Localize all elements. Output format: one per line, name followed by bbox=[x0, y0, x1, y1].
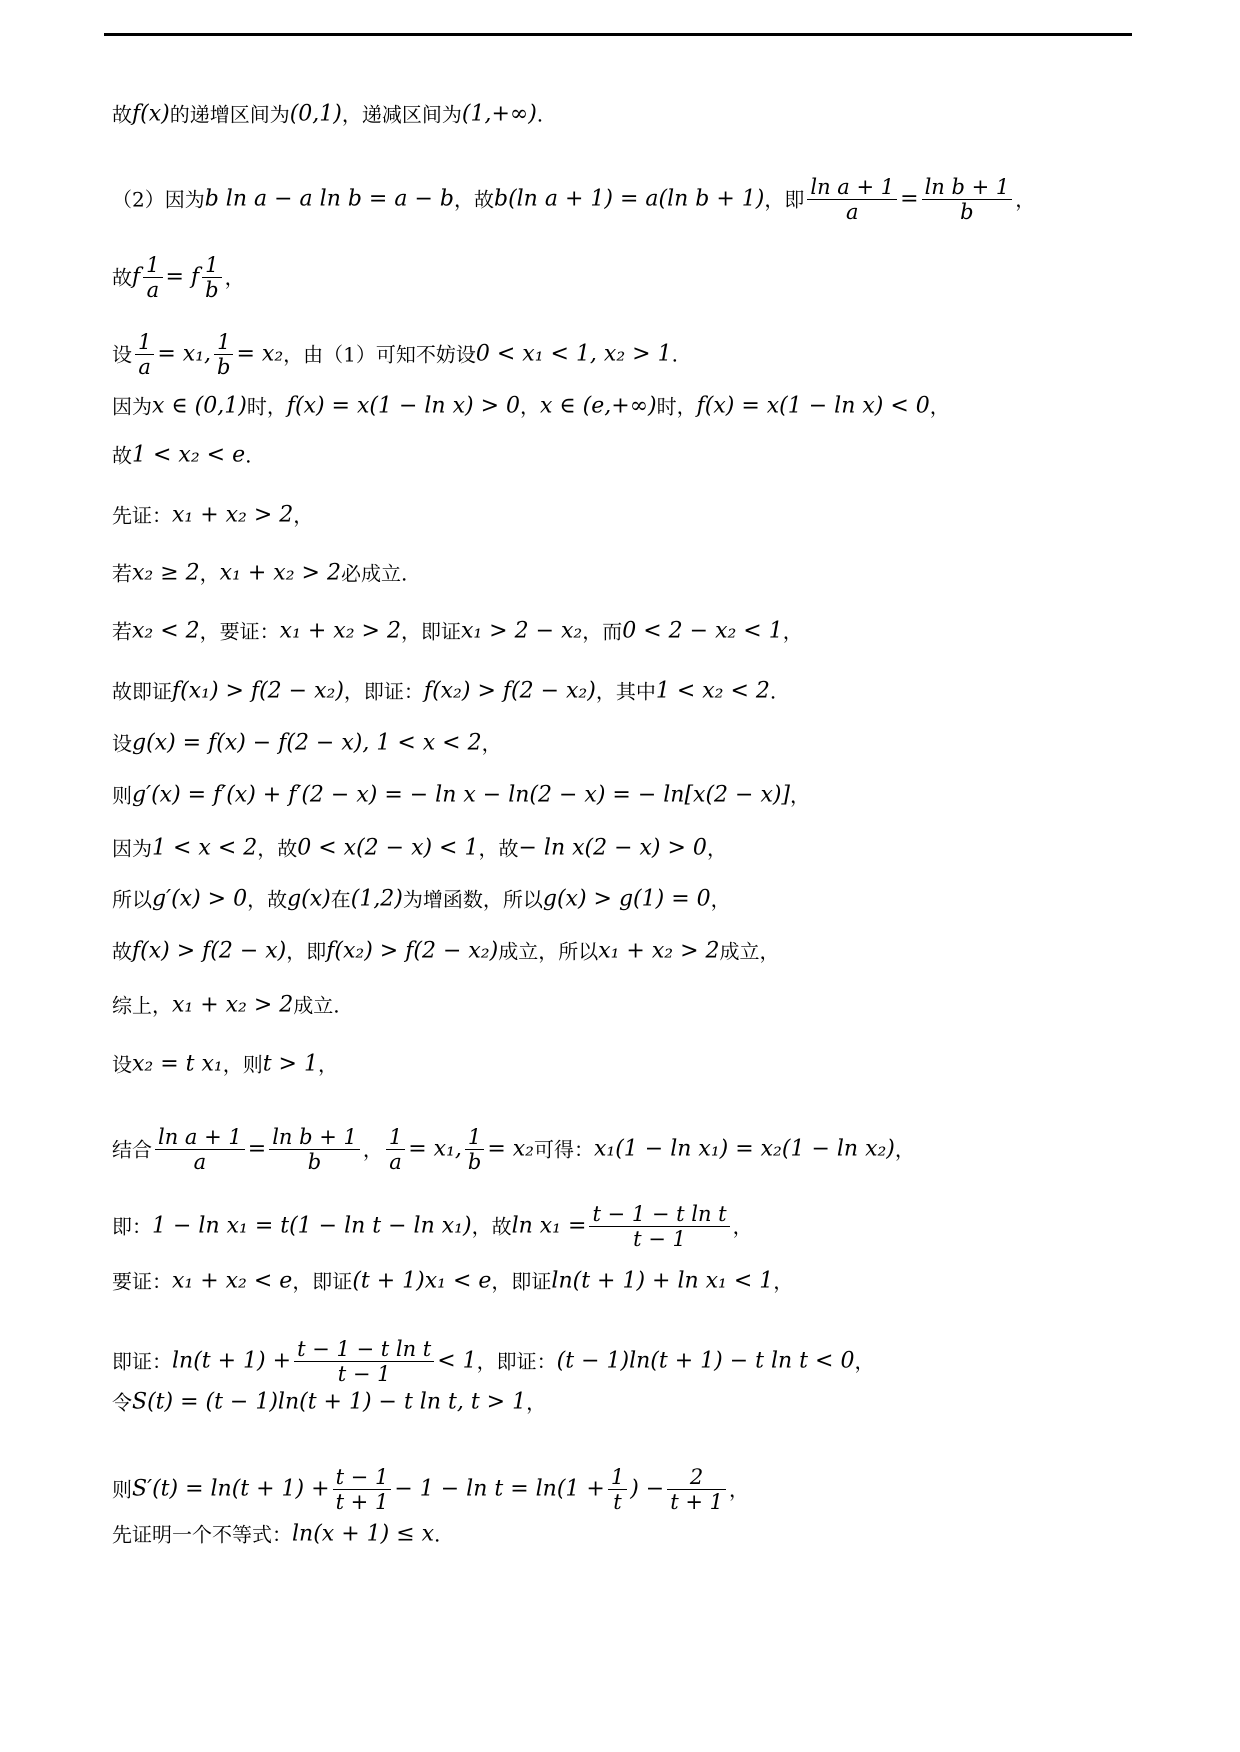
text-line bbox=[112, 994, 340, 1017]
math-expression: 1 < x₂ < e bbox=[132, 442, 246, 468]
fraction bbox=[667, 1465, 726, 1514]
fraction-numerator: 1 bbox=[202, 253, 221, 278]
fraction bbox=[589, 1202, 729, 1251]
text-run: 令 bbox=[112, 1390, 132, 1415]
text-run: 先证明一个不等式： bbox=[112, 1522, 292, 1547]
fraction-denominator: b bbox=[205, 278, 219, 303]
top-rule bbox=[104, 33, 1132, 36]
math-expression: (t + 1)x₁ < e bbox=[352, 1268, 492, 1294]
math-expression: 1 < x₂ < 2 bbox=[655, 678, 770, 704]
math-expression: = bbox=[900, 186, 919, 212]
text-run: ，其中 bbox=[595, 679, 656, 704]
text-line bbox=[112, 940, 780, 963]
text-run: 要证： bbox=[112, 1269, 172, 1294]
fraction-numerator: t − 1 − t ln t bbox=[294, 1337, 434, 1362]
text-line bbox=[112, 1125, 915, 1174]
fraction bbox=[135, 330, 154, 379]
math-expression: = x₂ bbox=[236, 341, 284, 367]
math-expression: x₂ < 2 bbox=[132, 618, 200, 644]
text-run: ， bbox=[1015, 187, 1036, 212]
text-run: ， bbox=[854, 1349, 875, 1374]
fraction-numerator: 2 bbox=[667, 1465, 726, 1490]
text-line bbox=[112, 504, 313, 527]
fraction bbox=[807, 175, 897, 224]
math-expression: 0 < x₁ < 1, x₂ > 1 bbox=[475, 341, 672, 367]
fraction bbox=[202, 253, 221, 302]
math-expression: x₂ = t x₁ bbox=[132, 1051, 223, 1077]
math-expression: 0 < x(2 − x) < 1 bbox=[297, 835, 479, 861]
text-line bbox=[112, 1465, 749, 1514]
fraction-denominator: t bbox=[613, 1490, 622, 1515]
fraction bbox=[143, 253, 162, 302]
text-run: 结合 bbox=[112, 1137, 152, 1162]
fraction-numerator: t − 1 − t ln t bbox=[589, 1202, 729, 1227]
text-run: 设 bbox=[112, 731, 132, 756]
text-run: . bbox=[769, 679, 777, 704]
fraction bbox=[386, 1125, 405, 1174]
text-run: 在 bbox=[330, 887, 351, 912]
text-run: 可得： bbox=[534, 1137, 594, 1162]
text-run: 成立， bbox=[719, 939, 780, 964]
text-run: ，即 bbox=[764, 187, 805, 212]
math-expression: g′(x) = f′(x) + f′(2 − x) = − ln x − ln(2 − x) = − ln[x(2 − x)] bbox=[132, 782, 791, 808]
text-run: ， bbox=[520, 394, 540, 419]
text-run: ，即证： bbox=[476, 1349, 557, 1374]
text-run: 综上， bbox=[112, 993, 172, 1018]
math-expression: ln(x + 1) ≤ x bbox=[292, 1521, 435, 1547]
math-expression: x₁ > 2 − x₂ bbox=[460, 618, 583, 644]
text-line bbox=[112, 1337, 874, 1386]
text-run: ， bbox=[199, 561, 220, 586]
text-run: ， bbox=[293, 503, 314, 528]
text-run: ，故 bbox=[471, 1214, 512, 1239]
text-run: ， bbox=[317, 1052, 338, 1077]
text-line bbox=[112, 837, 727, 860]
text-run: 则 bbox=[112, 1477, 132, 1502]
math-expression: 1 − ln x₁ = t(1 − ln t − ln x₁) bbox=[152, 1213, 472, 1239]
text-run: 故 bbox=[112, 265, 132, 290]
math-expression: x ∈ (e,+∞) bbox=[540, 393, 657, 419]
text-run: ， bbox=[773, 1269, 794, 1294]
fraction-numerator: 1 bbox=[135, 330, 154, 355]
text-run: ，即证 bbox=[292, 1269, 353, 1294]
fraction-numerator: ln b + 1 bbox=[922, 175, 1013, 200]
math-expression: f(x) bbox=[132, 101, 170, 127]
math-expression: 1 < x < 2 bbox=[152, 835, 258, 861]
math-expression: x₁ + x₂ > 2 bbox=[172, 502, 294, 528]
text-run: 故 bbox=[112, 443, 132, 468]
fraction-numerator: ln a + 1 bbox=[155, 1125, 245, 1150]
text-run: . bbox=[536, 102, 544, 127]
fraction-denominator: t − 1 bbox=[633, 1227, 686, 1252]
text-run: ， bbox=[362, 1137, 383, 1162]
text-line bbox=[112, 444, 251, 467]
math-expression: f(x) = x(1 − ln x) < 0 bbox=[696, 393, 930, 419]
text-run: 若 bbox=[112, 619, 132, 644]
fraction-denominator: t − 1 bbox=[337, 1362, 391, 1387]
fraction-denominator: t + 1 bbox=[335, 1490, 389, 1515]
fraction-denominator: a bbox=[146, 278, 160, 303]
text-run: ，即证 bbox=[400, 619, 461, 644]
math-expression: ln x₁ = bbox=[511, 1213, 587, 1239]
text-run: ， bbox=[790, 783, 811, 808]
math-expression: b ln a − a ln b = a − b bbox=[204, 186, 454, 212]
text-run: 时， bbox=[656, 394, 697, 419]
text-run: 时， bbox=[246, 394, 287, 419]
math-expression: x₁ + x₂ > 2 bbox=[598, 938, 720, 964]
fraction bbox=[608, 1465, 627, 1514]
text-line bbox=[112, 395, 950, 418]
fraction-denominator: a bbox=[389, 1150, 402, 1175]
text-run: ，而 bbox=[582, 619, 623, 644]
text-run: ，即 bbox=[286, 939, 327, 964]
text-run: ，故 bbox=[257, 836, 298, 861]
fraction-numerator: t − 1 bbox=[333, 1465, 392, 1490]
math-expression: x₂ ≥ 2 bbox=[132, 560, 200, 586]
math-expression: 0 < 2 − x₂ < 1 bbox=[622, 618, 783, 644]
math-expression: x₁ + x₂ > 2 bbox=[219, 560, 341, 586]
math-expression: t > 1 bbox=[262, 1051, 318, 1077]
math-expression: = f bbox=[165, 264, 200, 290]
math-expression: x₁(1 − ln x₁) = x₂(1 − ln x₂) bbox=[594, 1136, 895, 1162]
text-run: 即： bbox=[112, 1214, 152, 1239]
text-run: ， bbox=[728, 1477, 749, 1502]
text-run: ，则 bbox=[222, 1052, 263, 1077]
fraction-denominator: b bbox=[467, 1150, 482, 1175]
math-expression: f bbox=[132, 264, 141, 290]
text-run: ，即证： bbox=[343, 679, 424, 704]
text-run: 为增函数，所以 bbox=[402, 887, 543, 912]
math-expression: = bbox=[247, 1136, 267, 1162]
math-expression: S′(t) = ln(t + 1) + bbox=[132, 1476, 330, 1502]
math-expression: g(x) bbox=[287, 886, 331, 912]
text-run: ，故 bbox=[453, 187, 494, 212]
math-expression: (1,2) bbox=[350, 886, 403, 912]
math-expression: x₁ + x₂ < e bbox=[172, 1268, 293, 1294]
text-line bbox=[112, 330, 678, 379]
fraction-numerator: ln b + 1 bbox=[269, 1125, 360, 1150]
math-expression: (0,1) bbox=[289, 101, 342, 127]
fraction-numerator: 1 bbox=[608, 1465, 627, 1490]
fraction-denominator: b bbox=[307, 1150, 322, 1175]
text-run: ， bbox=[526, 1390, 547, 1415]
math-expression: x₁ + x₂ > 2 bbox=[172, 992, 294, 1018]
text-line bbox=[112, 253, 245, 302]
text-run: ， bbox=[782, 619, 803, 644]
math-expression: f(x₂) > f(2 − x₂) bbox=[423, 678, 596, 704]
math-expression: g(x) = f(x) − f(2 − x), 1 < x < 2 bbox=[132, 730, 482, 756]
text-run: ， bbox=[706, 836, 727, 861]
fraction-numerator: 1 bbox=[465, 1125, 484, 1150]
text-run: 设 bbox=[112, 342, 132, 367]
text-line bbox=[112, 784, 810, 807]
text-line bbox=[112, 1202, 753, 1251]
text-run: 故即证 bbox=[112, 679, 172, 704]
math-expression: b(ln a + 1) = a(ln b + 1) bbox=[493, 186, 765, 212]
math-expression: ) − bbox=[630, 1476, 665, 1502]
text-line bbox=[112, 103, 543, 126]
text-line bbox=[112, 888, 731, 911]
text-run: ， bbox=[224, 265, 245, 290]
text-run: 故 bbox=[112, 102, 132, 127]
fraction-numerator: 1 bbox=[386, 1125, 405, 1150]
text-run: ，故 bbox=[478, 836, 519, 861]
math-expression: f(x) = x(1 − ln x) > 0 bbox=[286, 393, 520, 419]
text-run: 先证： bbox=[112, 503, 172, 528]
math-expression: f(x₁) > f(2 − x₂) bbox=[172, 678, 344, 704]
fraction bbox=[333, 1465, 392, 1514]
text-run: ，由（1）可知不妨设 bbox=[283, 342, 476, 367]
math-expression: (1,+∞) bbox=[461, 101, 537, 127]
fraction bbox=[155, 1125, 245, 1174]
math-expression: = x₁, bbox=[408, 1136, 462, 1162]
text-run: ，要证： bbox=[199, 619, 280, 644]
text-run: 成立，所以 bbox=[498, 939, 599, 964]
fraction-denominator: a bbox=[138, 355, 151, 380]
math-expression: − 1 − ln t = ln(1 + bbox=[394, 1476, 605, 1502]
fraction-denominator: t + 1 bbox=[670, 1490, 723, 1515]
text-run: . bbox=[434, 1522, 441, 1547]
math-expression: = x₂ bbox=[487, 1136, 534, 1162]
text-run: . bbox=[245, 443, 252, 468]
fraction-denominator: a bbox=[193, 1150, 207, 1175]
fraction-denominator: b bbox=[960, 200, 974, 225]
text-run: 所以 bbox=[112, 887, 152, 912]
fraction-numerator: ln a + 1 bbox=[807, 175, 897, 200]
text-line bbox=[112, 1270, 793, 1293]
text-run: 则 bbox=[112, 783, 132, 808]
fraction-numerator: 1 bbox=[214, 330, 233, 355]
text-run: ， bbox=[732, 1214, 753, 1239]
fraction bbox=[922, 175, 1013, 224]
text-run: 即证： bbox=[112, 1349, 172, 1374]
math-expression: f(x₂) > f(2 − x₂) bbox=[326, 938, 499, 964]
text-run: 成立. bbox=[293, 993, 340, 1018]
math-expression: f(x) > f(2 − x) bbox=[132, 938, 287, 964]
fraction bbox=[214, 330, 233, 379]
text-run: ， bbox=[481, 731, 502, 756]
math-expression: g′(x) > 0 bbox=[152, 886, 248, 912]
text-line bbox=[112, 732, 502, 755]
text-run: ，故 bbox=[247, 887, 288, 912]
math-expression: x₁ + x₂ > 2 bbox=[279, 618, 401, 644]
text-line bbox=[112, 680, 776, 703]
math-expression: x ∈ (0,1) bbox=[152, 393, 247, 419]
text-line bbox=[112, 1053, 338, 1076]
text-run: ， bbox=[894, 1137, 915, 1162]
fraction-denominator: b bbox=[217, 355, 231, 380]
text-line bbox=[112, 1391, 546, 1414]
math-expression: < 1 bbox=[437, 1348, 477, 1374]
math-expression: − ln x(2 − x) > 0 bbox=[518, 835, 707, 861]
text-run: 的递增区间为 bbox=[169, 102, 290, 127]
fraction-numerator: 1 bbox=[143, 253, 162, 278]
text-line bbox=[112, 1523, 440, 1546]
text-run: （2）因为 bbox=[112, 187, 205, 212]
text-run: ， bbox=[710, 887, 731, 912]
text-run: 若 bbox=[112, 561, 132, 586]
math-expression: g(x) > g(1) = 0 bbox=[542, 886, 711, 912]
fraction-denominator: a bbox=[845, 200, 859, 225]
text-run: 因为 bbox=[112, 836, 152, 861]
text-run: 因为 bbox=[112, 394, 152, 419]
fraction bbox=[465, 1125, 484, 1174]
text-run: . bbox=[671, 342, 678, 367]
math-expression: = x₁, bbox=[157, 341, 212, 367]
text-run: 必成立. bbox=[340, 561, 408, 586]
math-expression: S(t) = (t − 1)ln(t + 1) − t ln t, t > 1 bbox=[132, 1389, 527, 1415]
fraction bbox=[269, 1125, 360, 1174]
fraction bbox=[294, 1337, 434, 1386]
text-line bbox=[112, 562, 407, 585]
text-run: ，即证 bbox=[491, 1269, 552, 1294]
text-line bbox=[112, 175, 1035, 224]
text-run: 故 bbox=[112, 939, 132, 964]
text-run: ，递减区间为 bbox=[341, 102, 462, 127]
math-expression: (t − 1)ln(t + 1) − t ln t < 0 bbox=[556, 1348, 855, 1374]
text-run: ， bbox=[929, 394, 950, 419]
text-run: 设 bbox=[112, 1052, 132, 1077]
text-line bbox=[112, 620, 803, 643]
math-expression: ln(t + 1) + ln x₁ < 1 bbox=[551, 1268, 774, 1294]
math-expression: ln(t + 1) + bbox=[172, 1348, 292, 1374]
